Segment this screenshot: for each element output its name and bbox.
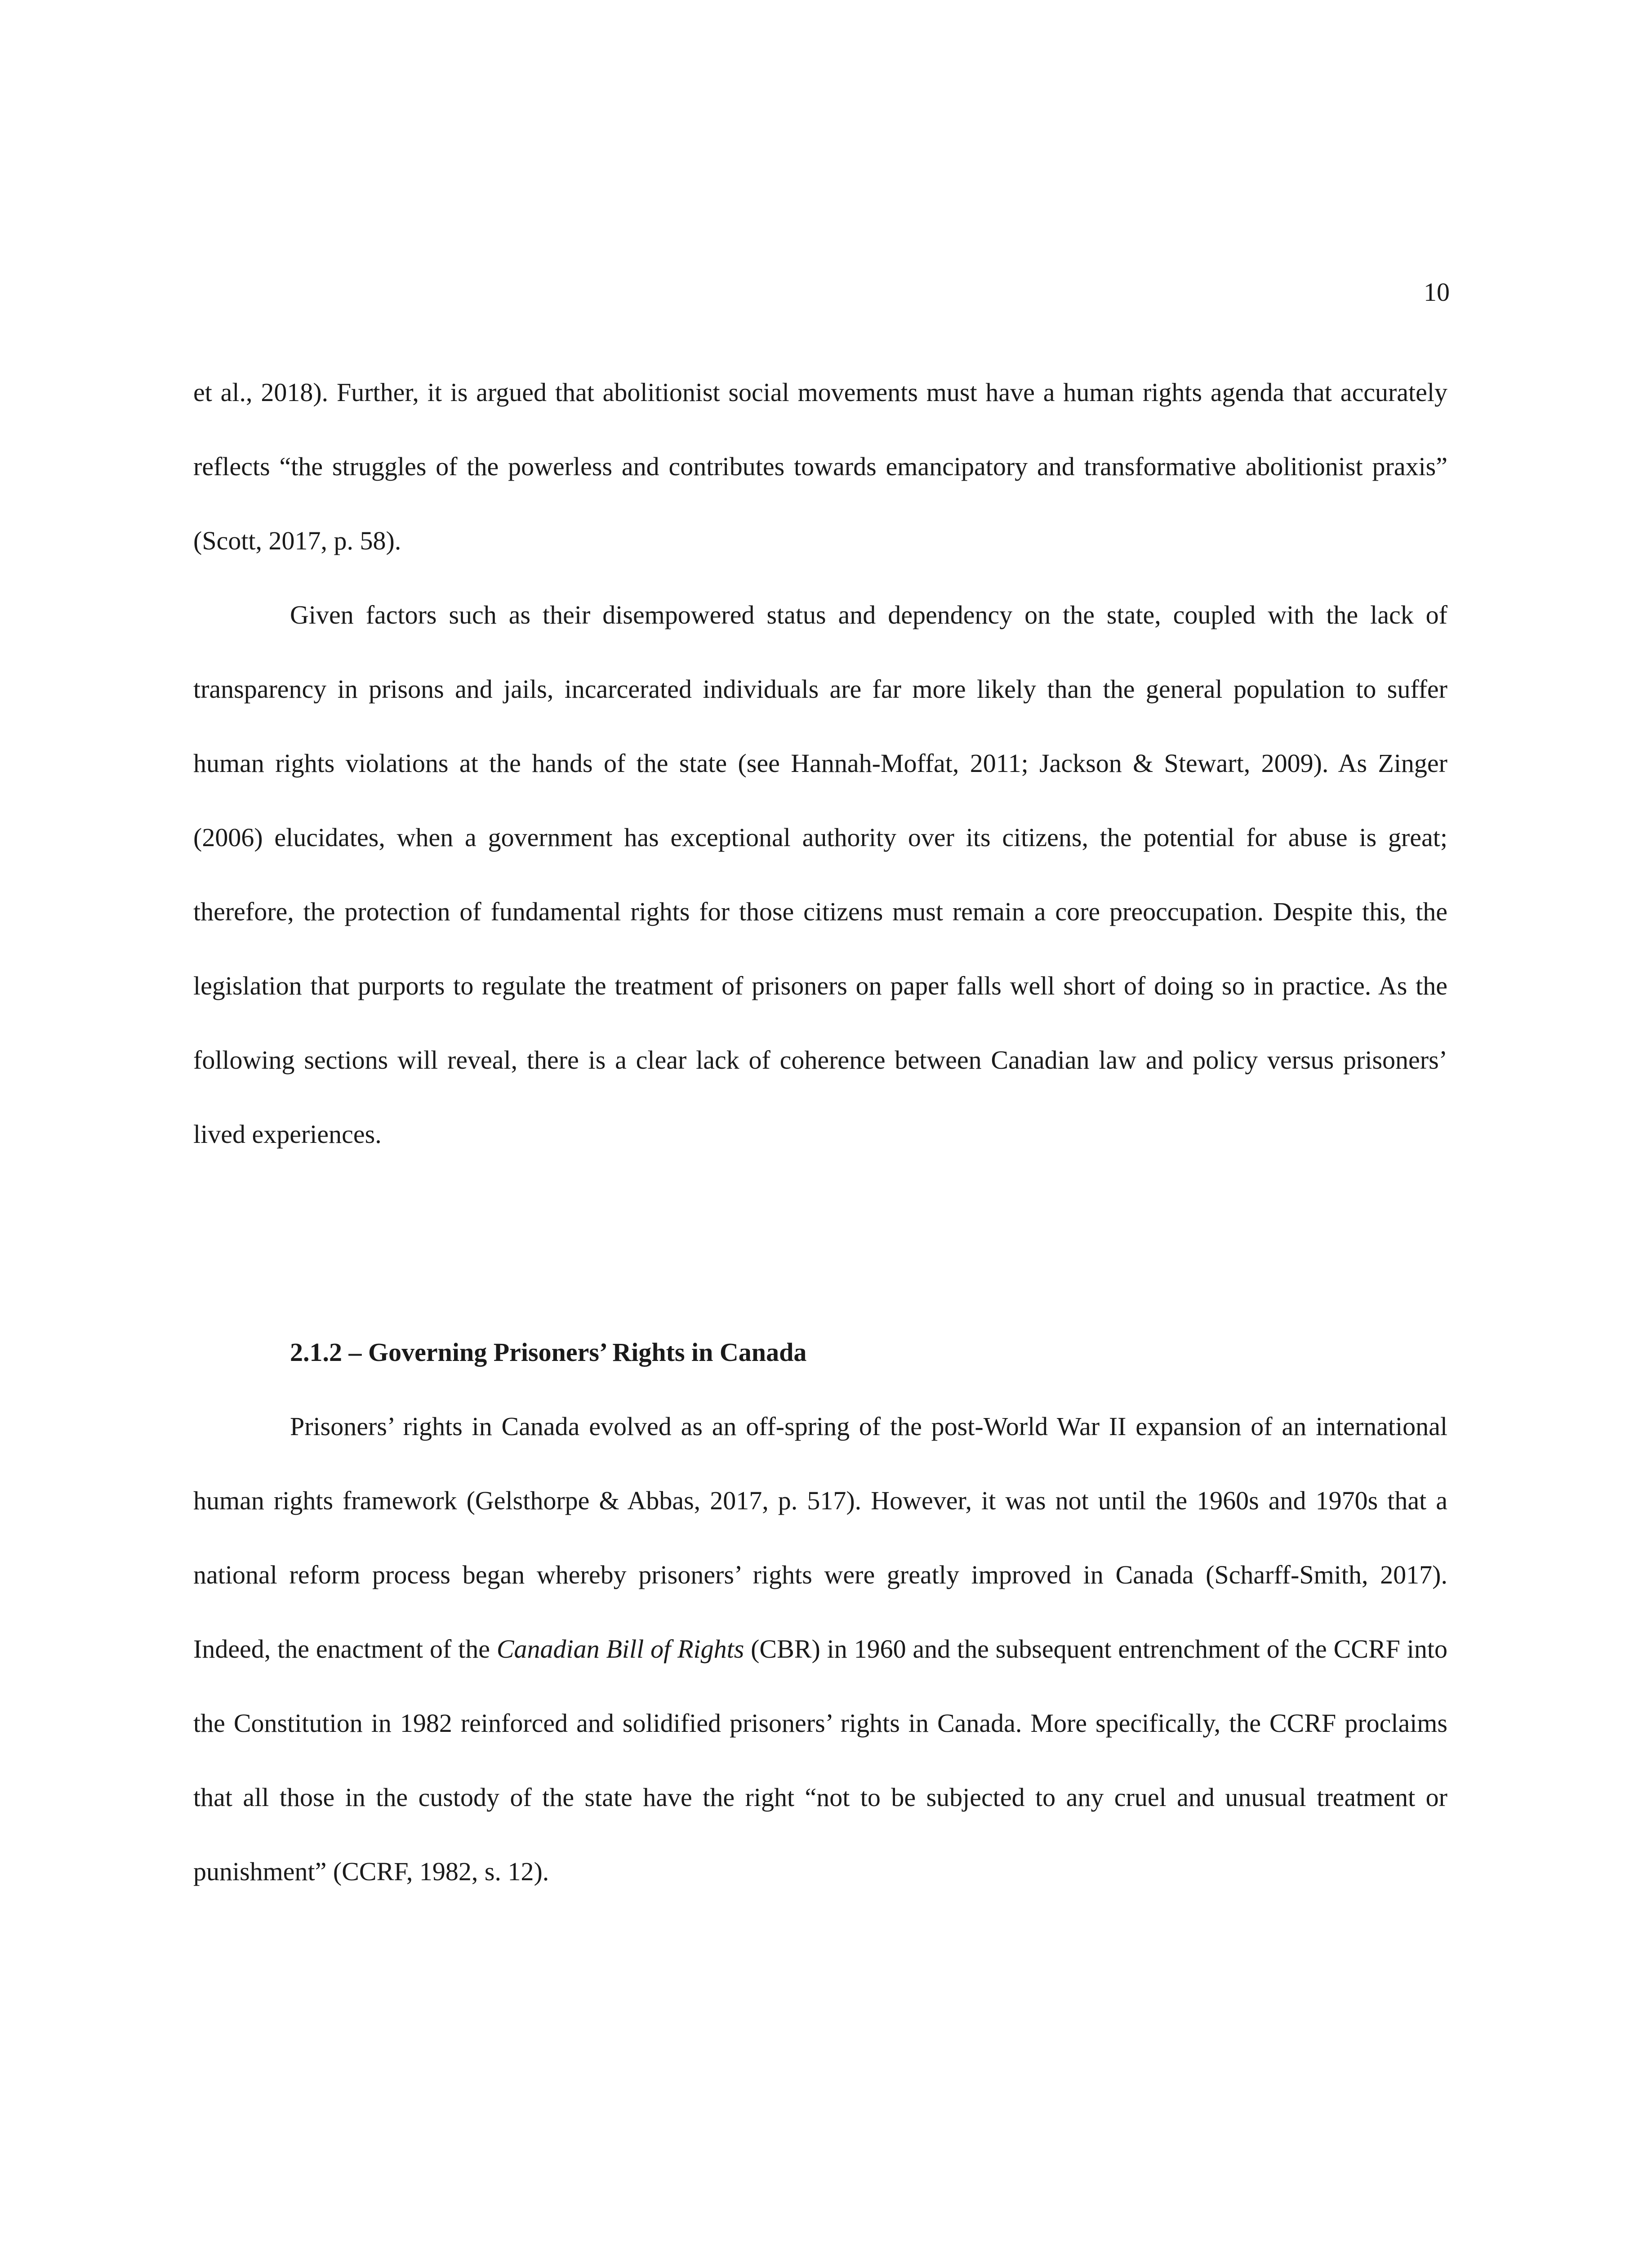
paragraph-continuation: et al., 2018). Further, it is argued that abolitionist social movements must have a human rights agenda that accurately reflects “the struggles of the powerless and contributes towards emancipatory and transformative abolitionist praxis” (Scott, 2017, p. 58). xyxy=(193,378,1447,555)
paragraph-human-rights-violations: Given factors such as their disempowered status and dependency on the state, coupled with the lack of transparency in prisons and jails, incarcerated individuals are far more likely than the general population to suffer human rights violations at the hands of the state (see Hannah-Moffat, 2011; Jackson & Stewart, 2009). As Zinger (2006) elucidates, when a government has exceptional authority over its citizens, the potential for abuse is great; therefore, the protection of fundamental rights for those citizens must remain a core preoccupation. Despite this, the legislation that purports to regulate the treatment of prisoners on paper falls well short of doing so in practice. As the following sections will reveal, there is a clear lack of coherence between Canadian law and policy versus prisoners’ lived experiences. xyxy=(193,600,1447,1149)
page-number: 10 xyxy=(1424,277,1450,307)
body-text-top xyxy=(193,355,1447,1171)
section-heading: 2.1.2 – Governing Prisoners’ Rights in Canada xyxy=(290,1338,807,1367)
italic-title-canadian-bill-of-rights: Canadian Bill of Rights xyxy=(496,1634,744,1664)
paragraph-text-part-1: Prisoners’ rights in Canada evolved as an off-spring of the post-World War II expansion of an international human rights framework (Gelsthorpe & Abbas, 2017, p. 517). However, it was not until the 1960s and 1970s that a national reform process began whereby prisoners’ rights were greatly improved in Canada (Scharff-Smith, 2017). Indeed, the enactment of the xyxy=(193,1412,1447,1664)
paragraph-prisoners-rights-canada xyxy=(193,1389,1447,1909)
paragraph-text-part-2: (CBR) in 1960 and the subsequent entrenchment of the CCRF into the Constitution in 1982 reinforced and solidified prisoners’ rights in Canada. More specifically, the CCRF proclaims that all those in the custody of the state have the right “not to be subjected to any cruel and unusual treatment or punishment” (CCRF, 1982, s. 12). xyxy=(193,1634,1447,1886)
body-text-bottom xyxy=(193,1389,1447,1909)
